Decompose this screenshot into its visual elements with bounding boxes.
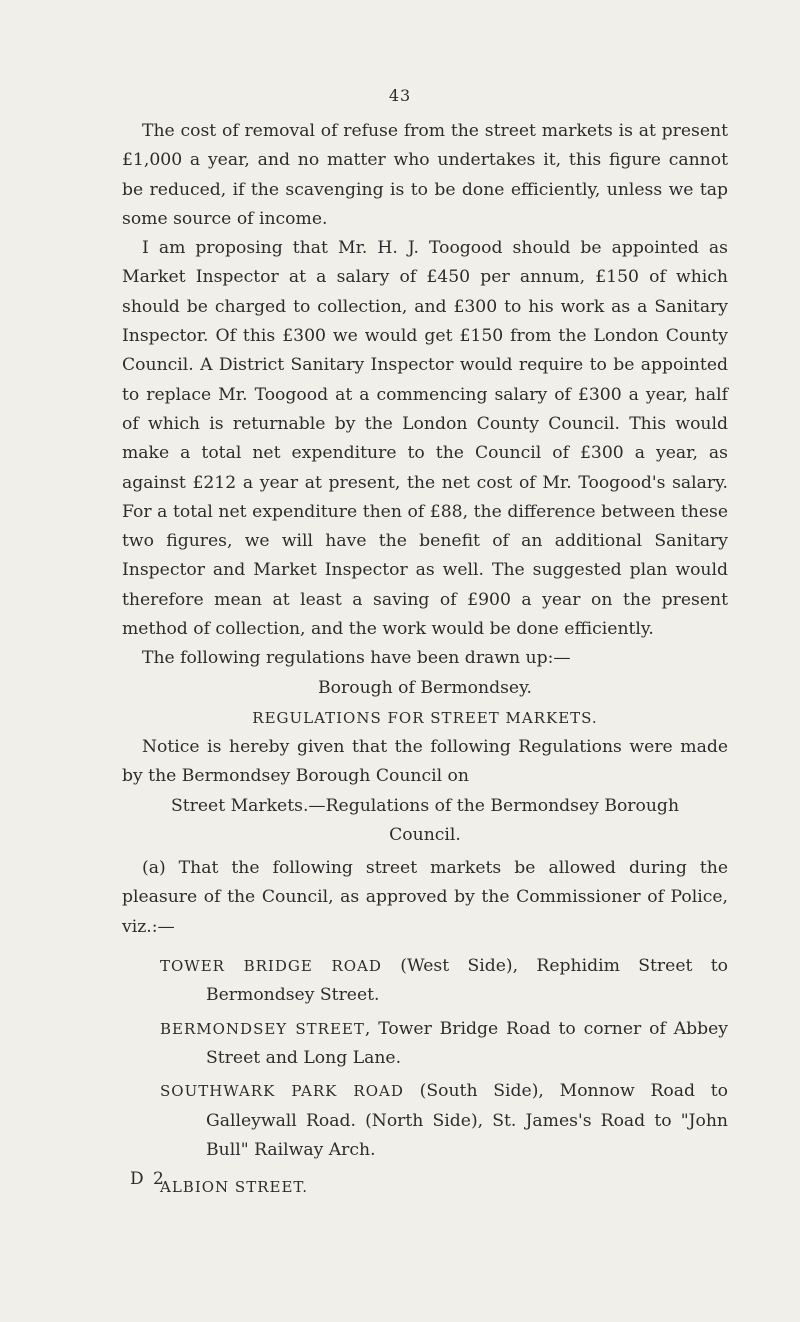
notice-text: Notice is hereby given that the following Regulations were made by the Bermondsey Borough Council on xyxy=(122,736,728,787)
market-item xyxy=(160,1077,728,1165)
market-item xyxy=(160,1015,728,1074)
market-name: TOWER BRIDGE ROAD xyxy=(160,957,382,976)
markets-list xyxy=(122,952,728,1202)
paragraph-proposal: I am proposing that Mr. H. J. Toogood should be appointed as Market Inspector at a salary of £450 per annum, £150 of which should be charged to collection, and £300 to his work as a Sanitary Inspector. Of this £300 we would get £150 from the London County Council. A District Sanitary Inspector would require to be appointed to replace Mr. Toogood at a commencing salary of £300 a year, half of which is returnable by the London County Council. This would make a total net expenditure to the Council of £300 a year, as against £212 a year at present, the net cost of Mr. Toogood's salary. For a total net expenditure then of £88, the difference between these two figures, we will have the benefit of an additional Sanitary Inspector and Market Inspector as well. The suggested plan would therefore mean at least a saving of £900 a year on the present method of collection, and the work would be done efficiently. xyxy=(122,238,728,640)
page-number: 43 xyxy=(388,86,412,105)
signature-mark: D 2 xyxy=(130,1169,166,1189)
market-name: BERMONDSEY STREET xyxy=(160,1019,365,1038)
market-item xyxy=(160,952,728,1011)
paragraph-refuse-cost: The cost of removal of refuse from the street markets is at present £1,000 a year, and no matter who undertakes it, this figure cannot be reduced, if the scavenging is to be done efficiently, unless we tap some source of income. xyxy=(122,121,728,229)
market-name: SOUTHWARK PARK ROAD xyxy=(160,1082,404,1101)
market-detail: , Tower Bridge Road to corner of Abbey Street and Long Lane. xyxy=(206,1018,729,1068)
street-markets-line: Street Markets.—Regulations of the Bermondsey Borough Council. xyxy=(170,795,680,845)
body-text xyxy=(122,117,728,1202)
borough-heading: Borough of Bermondsey. xyxy=(318,677,532,698)
regulations-heading: REGULATIONS FOR STREET MARKETS. xyxy=(252,708,598,727)
market-item xyxy=(160,1173,728,1202)
market-detail: (South Side), Monnow Road to Galleywall Road. (North Side), St. James's Road to "John Bull" Railway Arch. xyxy=(206,1081,729,1160)
market-name: ALBION STREET. xyxy=(160,1178,308,1197)
market-detail: (West Side), Rephidim Street to Bermondsey Street. xyxy=(206,956,728,1006)
clause-a: (a) That the following street markets be allowed during the pleasure of the Council, as approved by the Commissioner of Police, viz.:— xyxy=(122,858,728,937)
paragraph-regulations-intro: The following regulations have been drawn up:— xyxy=(142,648,571,669)
